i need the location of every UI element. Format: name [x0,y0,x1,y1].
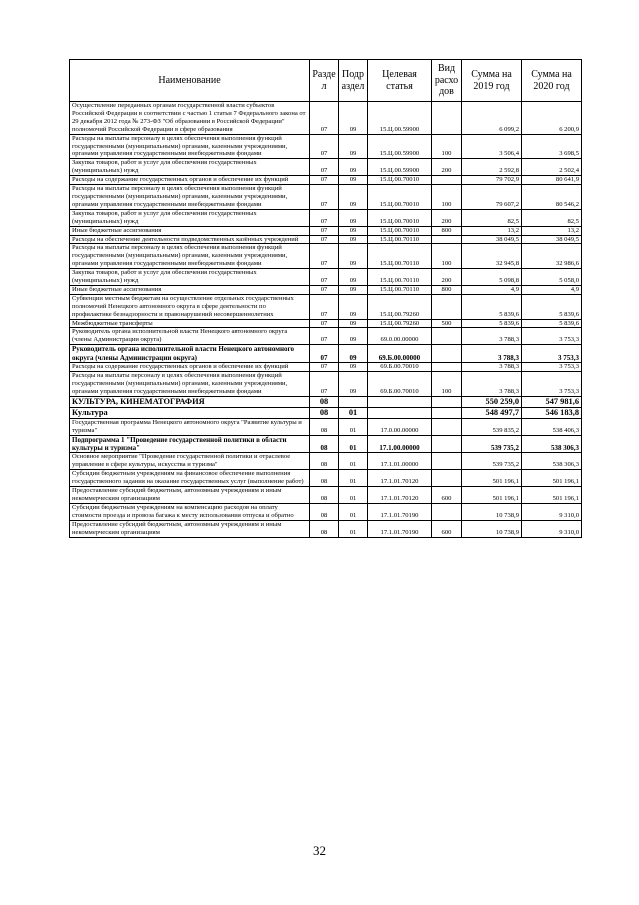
table-row [70,418,582,435]
cell-statya: 15.Ц.00.70110 [368,269,432,286]
cell-statya: 15.Ц.00.70010 [368,185,432,210]
cell-razdel: 07 [310,345,339,363]
cell-podrazdel: 09 [339,226,368,235]
cell-sum2019: 550 259,0 [462,396,522,407]
cell-name: Межбюджетные трансферты [70,319,310,328]
cell-sum2019: 82,5 [462,209,522,226]
table-row [70,396,582,407]
cell-sum2020: 4,9 [522,285,582,294]
cell-sum2019: 5 098,8 [462,269,522,286]
cell-name: КУЛЬТУРА, КИНЕМАТОГРАФИЯ [70,396,310,407]
cell-name: Основное мероприятие "Проведение государственной политики и отраслевое управление в сфере культуры, искусства и туризма" [70,453,310,470]
cell-statya: 15.Ц.00.70110 [368,244,432,269]
cell-statya: 69.Б.00.70010 [368,371,432,396]
cell-podrazdel: 09 [339,102,368,135]
cell-vid [432,435,462,453]
table-row [70,102,582,135]
cell-sum2020: 5 058,0 [522,269,582,286]
cell-vid [432,328,462,345]
cell-vid [432,176,462,185]
cell-razdel: 07 [310,244,339,269]
header-name: Наименование [70,60,310,102]
cell-sum2019: 501 196,1 [462,487,522,504]
cell-name: Руководитель органа исполнительной власти Ненецкого автономного округа (члены Администрации округа) [70,328,310,345]
cell-podrazdel: 01 [339,418,368,435]
header-sum2019: Сумма на 2019 год [462,60,522,102]
table-row [70,185,582,210]
cell-vid [432,345,462,363]
cell-sum2019: 3 788,3 [462,328,522,345]
cell-sum2020: 38 049,5 [522,235,582,244]
table-row [70,134,582,159]
cell-statya: 15.Ц.00.70010 [368,209,432,226]
cell-statya: 17.1.01.70120 [368,487,432,504]
cell-sum2019: 3 788,3 [462,345,522,363]
table-row [70,328,582,345]
cell-name: Культура [70,407,310,418]
cell-podrazdel: 01 [339,503,368,520]
cell-name: Расходы на содержание государственных органов и обеспечение их функций [70,176,310,185]
cell-name: Иные бюджетные ассигнования [70,226,310,235]
cell-name: Осуществление переданных органам государственной власти субъектов Российской Федерации в соответствии с частью 1 статьи 7 Федерального закона от 29 декабря 2012 года № 273-ФЗ "Об образовании в Российской Федерации" полномочий Российской Федерации в сфере образования [70,102,310,135]
cell-name: Расходы на выплаты персоналу в целях обеспечения выполнения функций государственными (муниципальными) органами, казенными учреждениями, органами управления государственными внебюджетными фондами [70,371,310,396]
cell-razdel: 08 [310,418,339,435]
cell-name: Закупка товаров, работ и услуг для обеспечения государственных (муниципальных) нужд [70,209,310,226]
cell-sum2019: 10 738,9 [462,503,522,520]
cell-sum2019: 3 788,3 [462,363,522,372]
page-number: 32 [313,843,326,858]
table-row [70,503,582,520]
cell-razdel: 07 [310,226,339,235]
cell-podrazdel: 09 [339,294,368,319]
cell-razdel: 07 [310,371,339,396]
header-sum2020: Сумма на 2020 год [522,60,582,102]
table-row [70,435,582,453]
cell-vid [432,235,462,244]
cell-podrazdel: 01 [339,453,368,470]
cell-statya: 17.1.00.00000 [368,435,432,453]
cell-podrazdel: 09 [339,235,368,244]
header-podrazdel: Подр аздел [339,60,368,102]
cell-vid: 800 [432,285,462,294]
cell-vid [432,418,462,435]
cell-name: Расходы на выплаты персоналу в целях обеспечения выполнения функций государственными (муниципальными) органами, казенными учреждениями, органами управления государственными внебюджетными фондами [70,134,310,159]
cell-podrazdel: 09 [339,176,368,185]
table-row [70,363,582,372]
cell-podrazdel: 01 [339,487,368,504]
cell-sum2020: 538 306,3 [522,453,582,470]
cell-vid [432,470,462,487]
cell-sum2020: 3 753,3 [522,328,582,345]
cell-name: Расходы на содержание государственных органов и обеспечение их функций [70,363,310,372]
cell-sum2019: 548 497,7 [462,407,522,418]
cell-statya: 15.Ц.00.59900 [368,102,432,135]
cell-razdel: 07 [310,102,339,135]
table-row [70,235,582,244]
cell-sum2019: 6 099,2 [462,102,522,135]
cell-podrazdel: 09 [339,244,368,269]
cell-razdel: 07 [310,294,339,319]
cell-sum2020: 3 753,3 [522,345,582,363]
table-row [70,244,582,269]
cell-statya: 17.1.01.70190 [368,520,432,537]
cell-sum2019: 13,2 [462,226,522,235]
cell-name: Расходы на обеспечение деятельности подведомственных казённых учреждений [70,235,310,244]
cell-name: Закупка товаров, работ и услуг для обеспечения государственных (муниципальных) нужд [70,159,310,176]
cell-vid [432,407,462,418]
cell-razdel: 07 [310,134,339,159]
cell-sum2020: 5 839,6 [522,319,582,328]
cell-sum2020: 3 753,3 [522,363,582,372]
cell-vid [432,294,462,319]
cell-name: Субсидии бюджетным учреждениям на компенсацию расходов на оплату стоимости проезда и провоза багажа к месту использования отпуска и обратно [70,503,310,520]
table-row [70,226,582,235]
table-row [70,209,582,226]
cell-razdel: 08 [310,503,339,520]
cell-vid: 800 [432,226,462,235]
cell-podrazdel: 09 [339,269,368,286]
cell-vid: 100 [432,371,462,396]
cell-podrazdel: 09 [339,134,368,159]
cell-podrazdel: 09 [339,328,368,345]
cell-razdel: 07 [310,209,339,226]
table-row [70,345,582,363]
cell-sum2019: 5 839,6 [462,294,522,319]
cell-sum2020: 80 641,9 [522,176,582,185]
cell-sum2019: 79 607,2 [462,185,522,210]
cell-vid [432,363,462,372]
cell-sum2020: 501 196,1 [522,470,582,487]
table-row [70,520,582,537]
cell-statya: 15.Ц.00.59900 [368,134,432,159]
table-row [70,470,582,487]
cell-sum2019: 4,9 [462,285,522,294]
cell-vid: 100 [432,185,462,210]
header-razdel: Разде л [310,60,339,102]
table-row [70,285,582,294]
cell-vid [432,503,462,520]
cell-vid: 600 [432,487,462,504]
table-row [70,407,582,418]
cell-statya: 69.0.00.00000 [368,328,432,345]
table-row [70,371,582,396]
cell-podrazdel: 09 [339,185,368,210]
cell-name: Подпрограмма 1 "Проведение государственной политики в области культуры и туризма" [70,435,310,453]
cell-razdel: 08 [310,520,339,537]
cell-sum2020: 6 200,9 [522,102,582,135]
cell-vid [432,102,462,135]
cell-sum2020: 538 406,3 [522,418,582,435]
cell-statya: 15.Ц.00.59900 [368,159,432,176]
table-row [70,159,582,176]
table-row [70,453,582,470]
cell-sum2020: 80 546,2 [522,185,582,210]
header-row [70,60,582,102]
cell-podrazdel: 09 [339,345,368,363]
cell-razdel: 08 [310,470,339,487]
cell-razdel: 07 [310,235,339,244]
cell-name: Расходы на выплаты персоналу в целях обеспечения выполнения функций государственными (муниципальными) органами, казенными учреждениями, органами управления государственными внебюджетными фондами [70,244,310,269]
cell-statya: 17.1.01.70190 [368,503,432,520]
cell-sum2020: 9 310,0 [522,520,582,537]
cell-sum2020: 538 306,3 [522,435,582,453]
cell-sum2020: 9 310,0 [522,503,582,520]
header-vid: Вид расхо дов [432,60,462,102]
cell-statya: 69.Б.00.00000 [368,345,432,363]
cell-statya: 15.Ц.00.70110 [368,285,432,294]
cell-sum2019: 539 735,2 [462,453,522,470]
cell-podrazdel: 01 [339,435,368,453]
cell-sum2019: 539 835,2 [462,418,522,435]
cell-sum2019: 38 049,5 [462,235,522,244]
cell-podrazdel: 09 [339,159,368,176]
cell-sum2020: 546 183,8 [522,407,582,418]
table-row [70,294,582,319]
cell-podrazdel: 01 [339,470,368,487]
cell-statya: 17.1.01.00000 [368,453,432,470]
cell-name: Государственная программа Ненецкого автономного округа "Развитие культуры и туризма" [70,418,310,435]
cell-sum2019: 3 506,4 [462,134,522,159]
cell-sum2019: 3 788,3 [462,371,522,396]
cell-razdel: 07 [310,328,339,345]
cell-vid: 200 [432,269,462,286]
cell-vid: 100 [432,244,462,269]
cell-razdel: 07 [310,176,339,185]
table-row [70,319,582,328]
cell-name: Расходы на выплаты персоналу в целях обеспечения выполнения функций государственными (муниципальными) органами, казенными учреждениями, органами управления государственными внебюджетными фондами [70,185,310,210]
table-row [70,176,582,185]
budget-table [69,59,582,538]
cell-razdel: 08 [310,453,339,470]
cell-razdel: 07 [310,269,339,286]
cell-vid [432,396,462,407]
cell-statya: 17.0.00.00000 [368,418,432,435]
cell-sum2020: 32 986,6 [522,244,582,269]
cell-sum2020: 547 981,6 [522,396,582,407]
cell-sum2019: 32 945,8 [462,244,522,269]
cell-statya: 15.Ц.00.79260 [368,319,432,328]
cell-statya: 17.1.01.70120 [368,470,432,487]
cell-sum2020: 5 839,6 [522,294,582,319]
cell-sum2019: 5 839,6 [462,319,522,328]
cell-podrazdel: 09 [339,371,368,396]
cell-razdel: 08 [310,435,339,453]
cell-razdel: 08 [310,396,339,407]
cell-sum2020: 501 196,1 [522,487,582,504]
cell-sum2020: 3 753,3 [522,371,582,396]
cell-podrazdel: 09 [339,285,368,294]
cell-sum2019: 2 592,8 [462,159,522,176]
cell-name: Предоставление субсидий бюджетным, автономным учреждениям и иным некоммерческим организациям [70,520,310,537]
cell-razdel: 08 [310,407,339,418]
cell-razdel: 07 [310,159,339,176]
cell-razdel: 07 [310,319,339,328]
cell-podrazdel: 01 [339,407,368,418]
table-body [70,102,582,538]
cell-statya: 15.Ц.00.70010 [368,226,432,235]
header-statya: Целевая статья [368,60,432,102]
cell-name: Иные бюджетные ассигнования [70,285,310,294]
cell-name: Субвенции местным бюджетам на осуществление отдельных государственных полномочий Ненецкого автономного округа в сфере деятельности по профилактике безнадзорности и правонарушений несовершеннолетних [70,294,310,319]
cell-statya [368,407,432,418]
cell-name: Закупка товаров, работ и услуг для обеспечения государственных (муниципальных) нужд [70,269,310,286]
cell-podrazdel: 09 [339,363,368,372]
cell-podrazdel: 09 [339,319,368,328]
cell-vid: 600 [432,520,462,537]
cell-vid: 500 [432,319,462,328]
cell-statya: 15.Ц.00.70110 [368,235,432,244]
cell-podrazdel: 09 [339,209,368,226]
cell-sum2020: 82,5 [522,209,582,226]
cell-podrazdel: 01 [339,520,368,537]
cell-sum2019: 501 196,1 [462,470,522,487]
cell-sum2020: 3 698,5 [522,134,582,159]
cell-sum2020: 13,2 [522,226,582,235]
cell-name: Субсидии бюджетным учреждениям на финансовое обеспечение выполнения государственного задания на оказание государственных услуг (выполнение работ) [70,470,310,487]
cell-vid: 100 [432,134,462,159]
cell-statya [368,396,432,407]
cell-statya: 15.Ц.00.79260 [368,294,432,319]
cell-razdel: 07 [310,285,339,294]
cell-sum2019: 10 738,9 [462,520,522,537]
cell-vid: 200 [432,209,462,226]
cell-vid [432,453,462,470]
cell-razdel: 07 [310,363,339,372]
cell-statya: 69.Б.00.70010 [368,363,432,372]
table-row [70,269,582,286]
cell-razdel: 08 [310,487,339,504]
cell-sum2019: 539 735,2 [462,435,522,453]
cell-sum2019: 79 702,9 [462,176,522,185]
table-row [70,487,582,504]
cell-razdel: 07 [310,185,339,210]
cell-sum2020: 2 502,4 [522,159,582,176]
cell-statya: 15.Ц.00.70010 [368,176,432,185]
cell-vid: 200 [432,159,462,176]
cell-name: Руководитель органа исполнительной власти Ненецкого автономного округа (члены Администрации округа) [70,345,310,363]
cell-name: Предоставление субсидий бюджетным, автономным учреждениям и иным некоммерческим организациям [70,487,310,504]
cell-podrazdel [339,396,368,407]
